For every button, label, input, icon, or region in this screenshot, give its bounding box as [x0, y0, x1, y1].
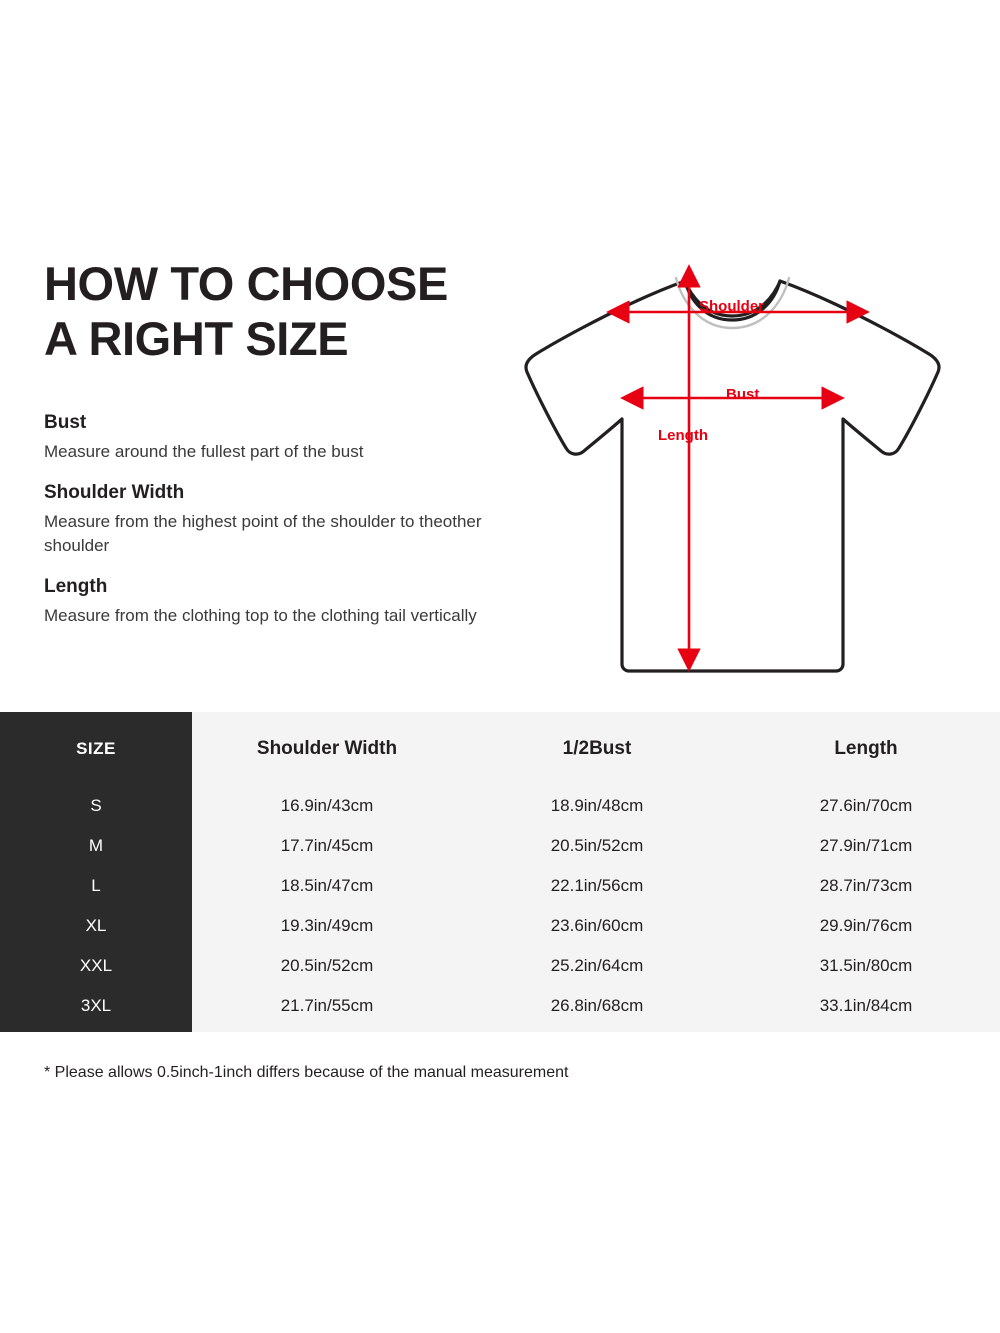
cell-shoulder: 21.7in/55cm	[280, 996, 374, 1015]
cell-size: S	[90, 796, 102, 815]
definition-term: Shoulder Width	[44, 482, 185, 504]
definition-shoulder-width	[44, 482, 494, 558]
cell-length: 27.6in/70cm	[819, 796, 913, 815]
cell-size: 3XL	[80, 996, 112, 1015]
table-header-row	[0, 712, 1000, 786]
table-row	[0, 866, 1000, 906]
definition-term: Bust	[44, 412, 87, 433]
definition-description: Measure from the clothing top to the clothing tail vertically	[44, 606, 477, 626]
page-title-line-2: A RIGHT SIZE	[44, 312, 349, 366]
definition-description: Measure around the fullest part of the bust	[44, 442, 364, 461]
length-label: Length	[658, 427, 708, 444]
cell-bust: 20.5in/52cm	[550, 836, 644, 855]
cell-shoulder: 16.9in/43cm	[280, 796, 374, 815]
column-header-bust: 1/2Bust	[562, 738, 632, 759]
size-table	[0, 712, 1000, 1026]
definition-term: Length	[44, 576, 108, 598]
cell-size: L	[91, 876, 101, 895]
column-header-shoulder-width: Shoulder Width	[256, 738, 398, 759]
table-row	[0, 946, 1000, 986]
table-row	[0, 826, 1000, 866]
cell-bust: 22.1in/56cm	[550, 876, 644, 895]
cell-bust: 25.2in/64cm	[550, 956, 644, 975]
measurement-definitions	[44, 412, 494, 647]
cell-bust: 18.9in/48cm	[550, 796, 644, 815]
cell-length: 33.1in/84cm	[819, 996, 913, 1015]
cell-size: XXL	[79, 956, 113, 975]
table-row	[0, 786, 1000, 826]
shoulder-label: Shoulder	[699, 298, 765, 315]
table-row	[0, 906, 1000, 946]
cell-shoulder: 17.7in/45cm	[280, 836, 374, 855]
table-row	[0, 986, 1000, 1026]
tshirt-outline	[526, 278, 939, 671]
cell-shoulder: 18.5in/47cm	[280, 876, 374, 895]
definition-description: Measure from the highest point of the shoulder to theother shoulder	[44, 512, 482, 556]
footnote: * Please allows 0.5inch-1inch differs because of the manual measurement	[44, 1064, 569, 1081]
page-title	[44, 256, 514, 367]
cell-length: 28.7in/73cm	[819, 876, 913, 895]
cell-length: 27.9in/71cm	[819, 836, 913, 855]
definition-length	[44, 576, 494, 628]
cell-bust: 23.6in/60cm	[550, 916, 644, 935]
cell-shoulder: 19.3in/49cm	[280, 916, 374, 935]
cell-length: 29.9in/76cm	[819, 916, 913, 935]
cell-shoulder: 20.5in/52cm	[280, 956, 374, 975]
cell-length: 31.5in/80cm	[819, 956, 913, 975]
page-title-line-1: HOW TO CHOOSE	[44, 257, 448, 310]
cell-size: XL	[85, 916, 107, 935]
bust-label: Bust	[726, 386, 760, 403]
size-table-area	[0, 712, 1000, 1032]
cell-bust: 26.8in/68cm	[550, 996, 644, 1015]
definition-bust	[44, 412, 494, 464]
cell-size: M	[88, 836, 104, 855]
column-header-size: SIZE	[76, 739, 116, 758]
column-header-length: Length	[834, 738, 898, 759]
